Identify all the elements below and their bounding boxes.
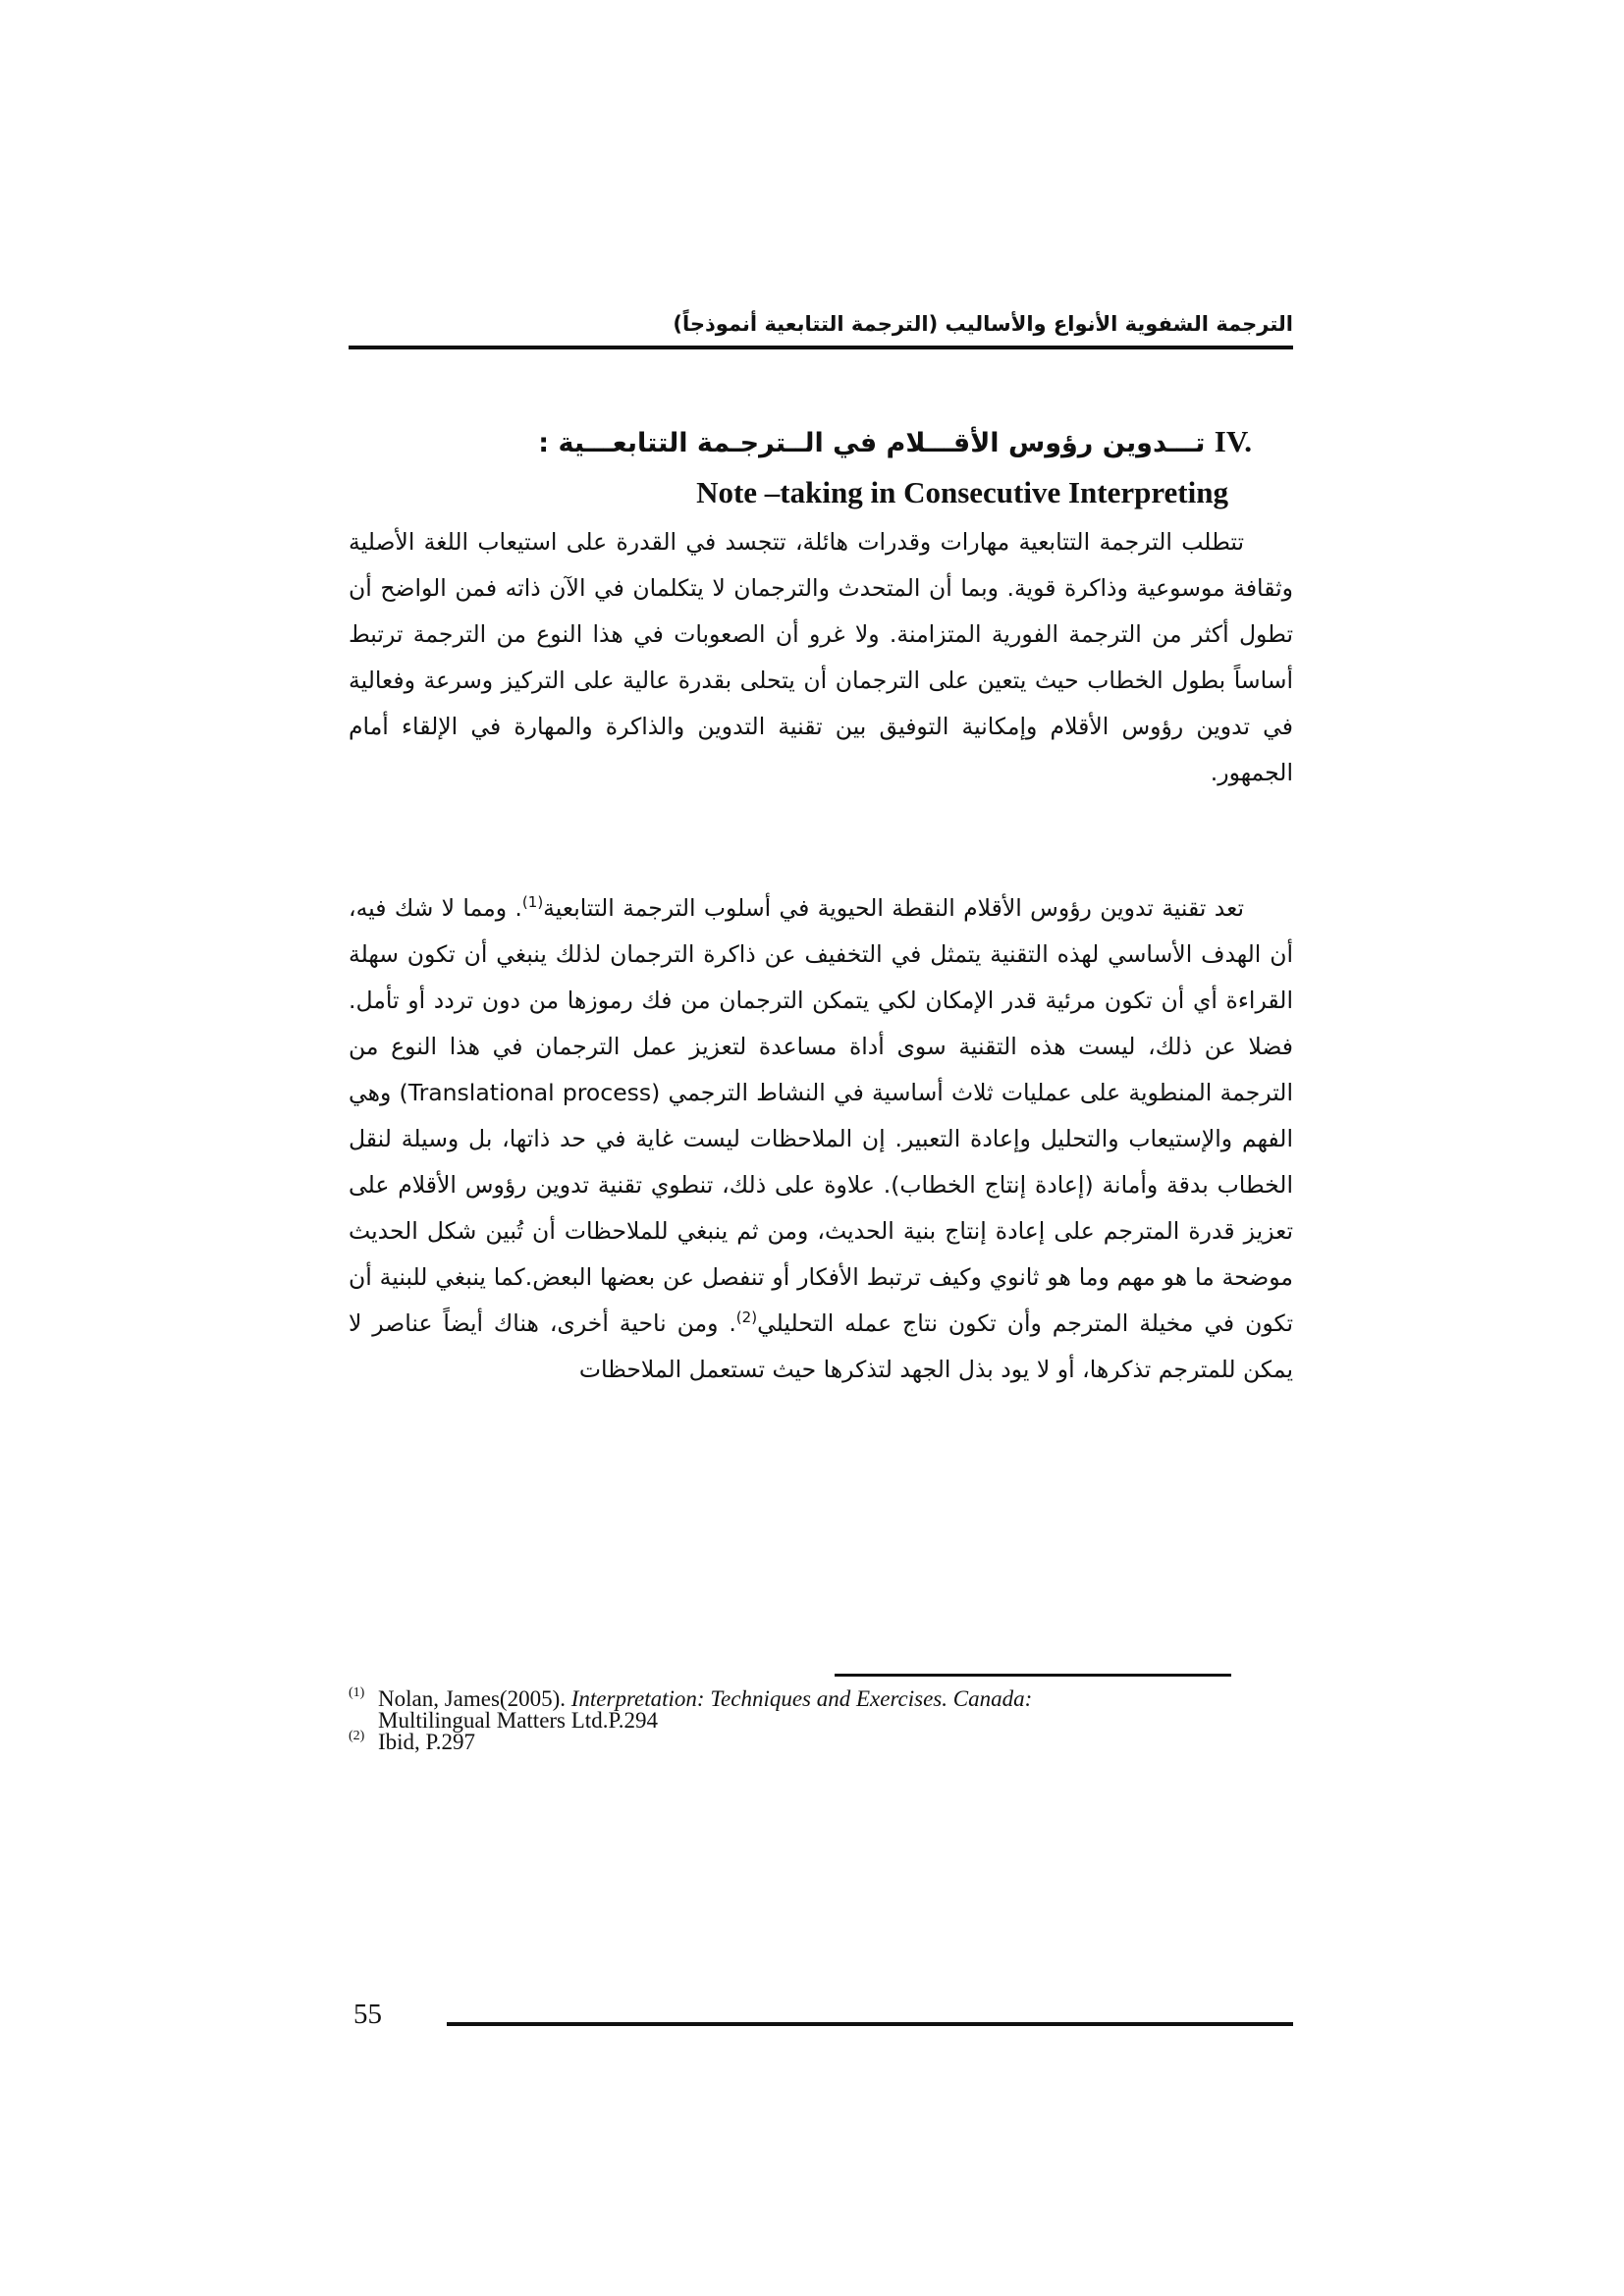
section-number: IV.: [1214, 424, 1252, 458]
footnote-ref-1: (1): [521, 893, 544, 912]
paragraph-2-part-c: وهي الفهم والإستيعاب والتحليل وإعادة التعبير. إن الملاحظات ليست غاية في حد ذاتها، بل وسيلة لنقل الخطاب بدقة وأمانة (إعادة إنتاج الخطاب). علاوة على ذلك، تنطوي تقنية تدوين رؤوس الأقلام على تعزيز قدرة المترجم على إعادة إنتاج بنية الحديث، ومن ثم ينبغي للملاحظات أن تُبين شكل الحديث موضحة ما هو مهم وما هو ثانوي وكيف ترتبط الأفكار أو تنفصل عن بعضها البعض.كما ينبغي للبنية أن تكون في مخيلة المترجم وأن تكون نتاج عمله التحليلي: [349, 1079, 1293, 1337]
paragraph-1: تتطلب الترجمة التتابعية مهارات وقدرات هائلة، تتجسد في القدرة على استيعاب اللغة الأصلية وثقافة موسوعية وذاكرة قوية. وبما أن المتحدث والترجمان لا يتكلمان في الآن ذاته فمن الواضح أن تطول أكثر من الترجمة الفورية المتزامنة. ولا غرو أن الصعوبات في هذا النوع من الترجمة ترتبط أساساً بطول الخطاب حيث يتعين على الترجمان أن يتحلى بقدرة عالية على التركيز وسرعة وفعالية في تدوين رؤوس الأقلام وإمكانية التوفيق بين تقنية التدوين والذاكرة والمهارة في الإلقاء أمام الجمهور.: [349, 528, 1293, 786]
paragraph-2: [349, 885, 1293, 1393]
footer-rule: [447, 2022, 1293, 2026]
paragraph-2-english-term: (Translational process): [399, 1079, 661, 1106]
footnote-2: [349, 1729, 1293, 1754]
page-number: 55: [353, 1999, 382, 2030]
section-title-english: Note –taking in Consecutive Interpreting: [696, 475, 1228, 509]
footnote-1-author: Nolan, James(2005).: [378, 1686, 571, 1711]
footnote-1-title: Interpretation: Techniques and Exercises. Canada:: [570, 1686, 1033, 1711]
footnotes: [349, 1685, 1293, 1754]
running-title: الترجمة الشفوية الأنواع والأساليب (الترجمة التتابعية أنموذجاً): [673, 312, 1293, 336]
footnote-1: [349, 1685, 1293, 1733]
footnote-2-text: Ibid, P.297: [378, 1730, 476, 1754]
paragraph-2-part-a: تعد تقنية تدوين رؤوس الأقلام النقطة الحيوية في أسلوب الترجمة التتابعية: [543, 894, 1244, 922]
footnote-rule: [835, 1674, 1231, 1677]
running-header: [349, 312, 1293, 336]
footnote-1-publisher: Multilingual Matters Ltd.P.294: [378, 1708, 658, 1733]
header-rule: [349, 346, 1293, 349]
section-heading: [349, 424, 1252, 459]
footnote-ref-2: (2): [735, 1308, 758, 1327]
footnote-2-mark: (2): [349, 1729, 365, 1743]
section-title-arabic: تـــدوين رؤوس الأقـــلام في الــترجـمة التتابعـــية :: [538, 428, 1206, 458]
footnote-1-mark: (1): [349, 1685, 365, 1700]
paragraph-2-part-b: . ومما لا شك فيه، أن الهدف الأساسي لهذه التقنية يتمثل في التخفيف عن ذاكرة الترجمان لذلك ينبغي أن تكون سهلة القراءة أي أن تكون مرئية قدر الإمكان لكي يتمكن الترجمان من فك رموزها من دون تردد أو تأمل. فضلا عن ذلك، ليست هذه التقنية سوى أداة مساعدة لتعزيز عمل الترجمان في هذا النوع من الترجمة المنطوية على عمليات ثلاث أساسية في النشاط الترجمي: [349, 894, 1293, 1106]
paragraph-2-part-d: . ومن ناحية أخرى، هناك أيضاً عناصر لا يمكن للمترجم تذكرها، أو لا يود بذل الجهد لتذكرها حيث تستعمل الملاحظات: [349, 1309, 1293, 1383]
